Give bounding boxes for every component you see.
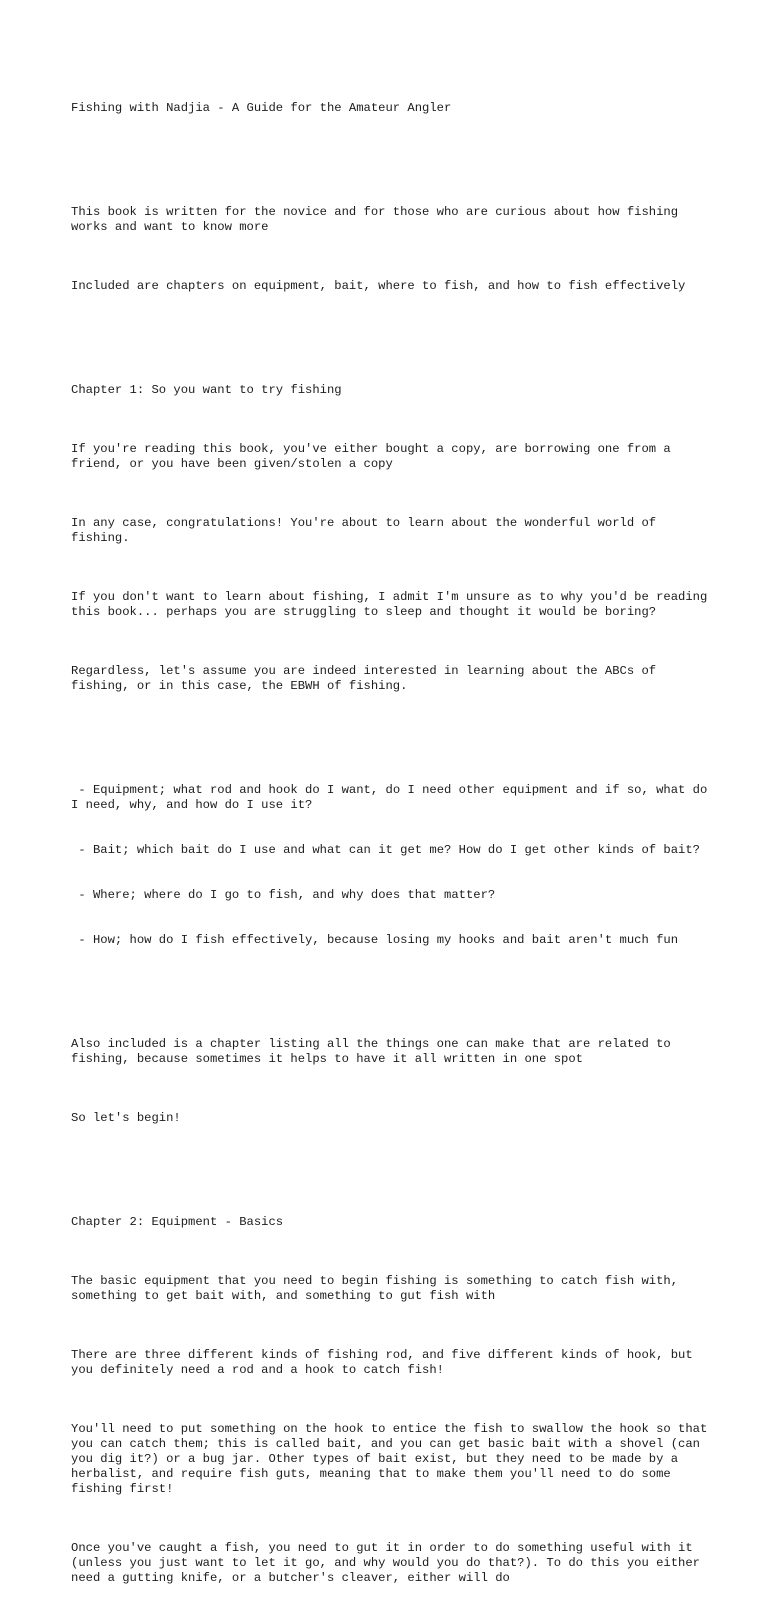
chapter-paragraph: Regardless, let's assume you are indeed interested in learning about the ABCs of fishing, or in this case, the EBWH of fishing. (71, 664, 664, 693)
chapter-paragraph: The basic equipment that you need to begin fishing is something to catch fish with, something to get bait with, and something to gut fish with (71, 1274, 686, 1303)
topic-list (71, 753, 715, 978)
document-page (71, 71, 715, 1615)
chapter-heading: Chapter 2: Equipment - Basics (71, 1215, 284, 1229)
chapter-paragraph: Also included is a chapter listing all the things one can make that are related to fishing, because sometimes it helps to have it all written in one spot (71, 1037, 679, 1066)
list-item: - How; how do I fish effectively, because losing my hooks and bait aren't much fun (71, 933, 679, 947)
list-item: - Where; where do I go to fish, and why does that matter? (71, 888, 496, 902)
chapter-paragraph: You'll need to put something on the hook to entice the fish to swallow the hook so that you can catch them; this is called bait, and you can get basic bait with a shovel (can you dig it?) or a bug jar. Other types of bait exist, but they need to be made by a herbalist, and require fish guts, meaning that to make them you'll need to do some fishing first! (71, 1422, 715, 1496)
chapter-paragraph: If you're reading this book, you've either bought a copy, are borrowing one from a friend, or you have been given/stolen a copy (71, 442, 679, 471)
document-title: Fishing with Nadjia - A Guide for the Amateur Angler (71, 101, 452, 115)
chapter-paragraph: There are three different kinds of fishing rod, and five different kinds of hook, but you definitely need a rod and a hook to catch fish! (71, 1348, 700, 1377)
chapter-paragraph: If you don't want to learn about fishing, I admit I'm unsure as to why you'd be reading this book... perhaps you are struggling to sleep and thought it would be boring? (71, 590, 715, 619)
chapter-paragraph: In any case, congratulations! You're about to learn about the wonderful world of fishing. (71, 516, 664, 545)
intro-paragraph: This book is written for the novice and for those who are curious about how fishing works and want to know more (71, 205, 686, 234)
intro-paragraph: Included are chapters on equipment, bait, where to fish, and how to fish effectively (71, 279, 686, 293)
chapter-paragraph: Once you've caught a fish, you need to gut it in order to do something useful with it (unless you just want to let it go, and why would you do that?). To do this you either need a gutting knife, or a butcher's cleaver, either will do (71, 1541, 708, 1585)
list-item: - Bait; which bait do I use and what can it get me? How do I get other kinds of bait? (71, 843, 700, 857)
chapter-paragraph: So let's begin! (71, 1111, 181, 1125)
list-item: - Equipment; what rod and hook do I want, do I need other equipment and if so, what do I need, why, and how do I use it? (71, 783, 715, 812)
chapter-heading: Chapter 1: So you want to try fishing (71, 383, 342, 397)
